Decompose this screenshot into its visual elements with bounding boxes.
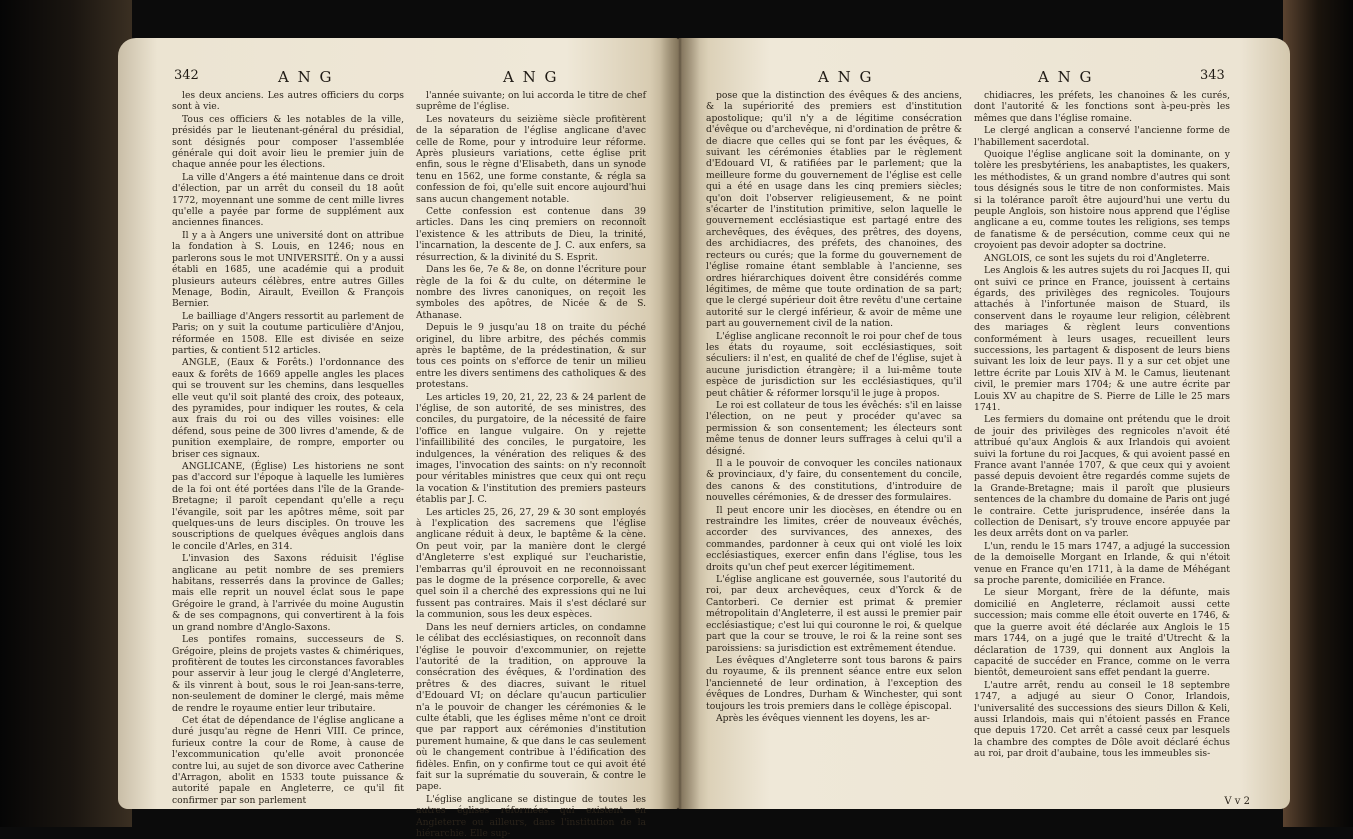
- paragraph: Dans les 6e, 7e & 8e, on donne l'écriture pour règle de la foi & du culte, on détermine le nombre des livres canoniques, on reçoit les symboles des apôtres, de Nicée & de S. Athanase.: [416, 264, 646, 321]
- paragraph: Les pontifes romains, successeurs de S. Grégoire, pleins de projets vastes & chimériques, profitèrent de toutes les circonstances favorables pour asservir à leur joug le clergé d'Angleterre, & ils vinrent à bout, sous le roi Jean-sans-terre, non-seulement de dominer le clergé, mais même de rendre le royaume entier leur tributaire.: [172, 634, 404, 714]
- paragraph: les deux anciens. Les autres officiers du corps sont à vie.: [172, 90, 404, 113]
- right-page: [678, 38, 1290, 809]
- paragraph: pose que la distinction des évêques & des anciens, & la supériorité des premiers est d'institution apostolique; qu'il n'y a de légitime consécration d'évêque ou d'archevêque, ni d'ordination de prêtre & de diacre que celles qui se font par les évêques, & suivant les cérémonies établies par le règlement d'Edouard VI, & ratifiées par le parlement; que la meilleure forme du gouvernement de l'église est celle qui a été en usage dans les cinq premiers siècles; qu'on doit l'observer religieusement, & ne point s'écarter de l'institution primitive, selon laquelle le gouvernement ecclésiastique est partagé entre des archevêques, des évêques, des prêtres, des doyens, des archidiacres, des préfets, des chanoines, des recteurs ou curés; que la forme du gouvernement de l'église romaine étant semblable à l'ancienne, ses ordres hiérarchiques doivent être considérés comme légitimes, de même que toute ordination de sa part; que le clergé supérieur doit être revêtu d'une certaine autorité sur le clergé inférieur, & avoir de même une part au gouvernement civil de la nation.: [706, 90, 962, 330]
- paragraph: Le bailliage d'Angers ressortit au parlement de Paris; on y suit la coutume particulière d'Anjou, réformée en 1508. Elle est divisée en seize parties, & contient 512 articles.: [172, 310, 404, 356]
- paragraph: La ville d'Angers a été maintenue dans ce droit d'élection, par un arrêt du conseil du 18 août 1772, moyennant une somme de cent mille livres qu'elle a payée par forme de supplément aux anciennes finances.: [172, 171, 404, 229]
- paragraph: chidiacres, les préfets, les chanoines & les curés, dont l'autorité & les fonctions sont à-peu-près les mêmes que dans l'église romaine.: [974, 90, 1230, 124]
- signature-mark: V v 2: [1224, 796, 1250, 807]
- paragraph: Il y a à Angers une université dont on attribue la fondation à S. Louis, en 1246; nous en parlerons sous le mot UNIVERSITÉ. On y a aussi établi en 1685, une académie qui a produit plusieurs auteurs célèbres, entre autres Gilles Menage, Bodin, Airault, Eveillon & François Bernier.: [172, 229, 404, 310]
- left-page: [118, 38, 678, 839]
- paragraph: Depuis le 9 jusqu'au 18 on traite du péché originel, du libre arbitre, des péchés commis après le baptême, de la prédestination, & sur tous ces points on s'efforce de tenir un milieu entre les divers sentimens des catholiques & des protestans.: [416, 322, 646, 391]
- paragraph: Cet état de dépendance de l'église anglicane a duré jusqu'au règne de Henri VIII. Ce prince, furieux contre la cour de Rome, à cause de l'excommunication qu'elle avoit prononcée contre lui, au sujet de son divorce avec Catherine d'Arragon, abolit en 1533 toute puissance & autorité papale en Angleterre, ce qu'il fit confirmer par son parlement: [172, 714, 404, 806]
- paragraph: Il a le pouvoir de convoquer les conciles nationaux & provinciaux, d'y faire, du consentement du concile, des canons & des constitutions, d'introduire de nouvelles cérémonies, & de dresser des formulaires.: [706, 458, 962, 504]
- paragraph: Les fermiers du domaine ont prétendu que le droit de jouir des privilèges des regnicoles n'avoit été attribué qu'aux Anglois & aux Irlandois qui avoient suivi la fortune du roi Jacques, & qui avoient passé en France avant l'année 1707, & que ceux qui y avoient passé depuis devoient être regardés comme sujets de la Grande-Bretagne; mais il paroît que plusieurs sentences de la chambre du domaine de Paris ont jugé le contraire. Cette jurisprudence, insérée dans la collection de Denisart, s'y trouve encore appuyée par les deux arrêts dont on va parler.: [974, 414, 1230, 540]
- paragraph: L'église anglicane reconnoît le roi pour chef de tous les états du royaume, soit ecclésiastiques, soit séculiers: il n'est, en qualité de chef de l'église, sujet à aucune jurisdiction étrangère; il a lui-même toute espèce de jurisdiction sur les ecclésiastiques, qu'il peut châtier & réformer lorsqu'il le juge à propos.: [706, 330, 962, 399]
- paragraph: Quoique l'église anglicane soit la dominante, on y tolère les presbytériens, les anabaptistes, les quakers, les méthodistes, & un grand nombre d'autres qui sont tous désignés sous le titre de non conformistes. Mais si la tolérance paroît être aujourd'hui une vertu du peuple Anglois, son histoire nous apprend que l'église anglicane a eu, comme toutes les religions, ses temps de fanatisme & de persécution, comme ceux qui ne croyoient pas devoir adopter sa doctrine.: [974, 149, 1230, 252]
- paragraph: L'église anglicane est gouvernée, sous l'autorité du roi, par deux archevêques, ceux d'Yorck & de Cantorberi. Ce dernier est primat & premier métropolitain d'Angleterre, il est aussi le premier pair ecclésiastique; c'est lui qui couronne le roi, & quelque part que la cour se trouve, le roi & la reine sont ses paroissiens: sa jurisdiction est extrêmement étendue.: [706, 574, 962, 654]
- running-header-right-a: A N G: [818, 68, 874, 86]
- book-gutter: [660, 38, 700, 809]
- paragraph: L'invasion des Saxons réduisit l'église anglicane au petit nombre de ses premiers habitans, resserrés dans la province de Galles; mais elle reprit un nouvel éclat sous le pape Grégoire le grand, à l'arrivée du moine Augustin & de ses compagnons, qui convertirent à la fois un grand nombre d'Anglo-Saxons.: [172, 553, 404, 633]
- paragraph: Il peut encore unir les diocèses, en étendre ou en restraindre les limites, créer de nouveaux évêchés, accorder des survivances, des annexes, des commandes, pardonner à ceux qui ont violé les loix ecclésiastiques, exercer enfin dans l'église, tous les droits qu'un chef peut exercer légitimement.: [706, 504, 962, 573]
- paragraph: Les Anglois & les autres sujets du roi Jacques II, qui ont suivi ce prince en France, jouissent à certains égards, des privilèges des regnicoles. Toujours attachés à l'infortunée maison de Stuard, ils conservent dans le royaume leur religion, célèbrent des mariages & règlent leurs conventions conformément à leurs usages, recueillent leurs successions, les partagent & disposent de leurs biens suivant les loix de leur pays. Il y a sur cet objet une lettre écrite par Louis XIV à M. le Camus, lieutenant civil, le premier mars 1704; & une autre écrite par Louis XV au chapitre de S. Pierre de Lille le 25 mars 1741.: [974, 265, 1230, 413]
- running-header-left-b: A N G: [503, 68, 559, 86]
- paragraph: ANGLOIS, ce sont les sujets du roi d'Angleterre.: [984, 252, 1210, 264]
- paragraph: Les évêques d'Angleterre sont tous barons & pairs du royaume, & ils prennent séance entre eux selon l'ancienneté de leur ordination, à l'exception des évêques de Londres, Durham & Winchester, qui sont toujours les trois premiers dans le collège épiscopal.: [706, 654, 962, 712]
- paragraph: L'autre arrêt, rendu au conseil le 18 septembre 1747, a adjugé au sieur O Conor, Irlandois, l'universalité des successions des sieurs Dillon & Keli, aussi Irlandois, mais qui n'étoient passés en France que depuis 1720. Cet arrêt a cassé ceux par lesquels la chambre des comptes de Dôle avoit déclaré échus au roi, par droit d'aubaine, tous les immeubles sis-: [974, 679, 1230, 760]
- paragraph: ANGLE, (Eaux & Forêts.) l'ordonnance des eaux & forêts de 1669 appelle angles les places qui se trouvent sur les chemins, dans lesquelles elle veut qu'il soit planté des croix, des poteaux, des pyramides, pour indiquer les routes, & cela aux frais du roi ou des villes voisines: elle défend, sous peine de 300 livres d'amende, & de punition exemplaire, de rompre, emporter ou briser ces signaux.: [172, 357, 404, 460]
- running-header-left-a: A N G: [278, 68, 334, 86]
- paragraph: l'année suivante; on lui accorda le titre de chef suprême de l'église.: [416, 90, 646, 113]
- paragraph: Les articles 19, 20, 21, 22, 23 & 24 parlent de l'église, de son autorité, de ses ministres, des conciles, du purgatoire, de la nécessité de faire l'office en langue vulgaire. On y rejette l'infaillibilité des conciles, le purgatoire, les indulgences, la vénération des reliques & des images, l'invocation des saints: on n'y reconnoît pour véritables ministres que ceux qui ont reçu la vocation & l'institution des premiers pasteurs établis par J. C.: [416, 391, 646, 506]
- text-column-right-a: [706, 90, 962, 799]
- book-edge-left: [0, 0, 132, 827]
- paragraph: Cette confession est contenue dans 39 articles. Dans les cinq premiers on reconnoît l'existence & les attributs de Dieu, la trinité, l'incarnation, la descente de J. C. aux enfers, sa résurrection, & la divinité du S. Esprit.: [416, 206, 646, 263]
- text-column-left-a: [172, 90, 404, 806]
- page-number-left: 342: [174, 68, 199, 83]
- paragraph: L'église anglicane se distingue de toutes les autres églises réformées qui existent en Angleterre ou ailleurs, dans l'institution de la hiérarchie. Elle sup-: [416, 793, 646, 839]
- paragraph: Les novateurs du seizième siècle profitèrent de la séparation de l'église anglicane d'avec celle de Rome, pour y introduire leur réforme. Après plusieurs variations, cette église prit enfin, sous le règne d'Elisabeth, dans un synode tenu en 1562, une forme constante, & régla sa confession de foi, qu'elle suit encore aujourd'hui sans aucun changement notable.: [416, 113, 646, 205]
- paragraph: Tous ces officiers & les notables de la ville, présidés par le lieutenant-général du présidial, sont désignés pour composer l'assemblée générale qui doit avoir lieu le premier juin de chaque année pour les élections.: [172, 113, 404, 171]
- paragraph: Le clergé anglican a conservé l'ancienne forme de l'habillement sacerdotal.: [974, 125, 1230, 148]
- page-number-right: 343: [1200, 68, 1225, 83]
- running-header-right-b: A N G: [1038, 68, 1094, 86]
- text-column-left-b: [416, 90, 646, 839]
- paragraph: Après les évêques viennent les doyens, les ar-: [716, 712, 930, 724]
- paragraph: Dans les neuf derniers articles, on condamne le célibat des ecclésiastiques, on reconnoît dans l'église le pouvoir d'excommunier, on rejette l'autorité de la tradition, on approuve la consécration des évêques, & l'ordination des prêtres & des diacres, suivant le rituel d'Edouard VI; on déclare qu'aucun particulier n'a le pouvoir de changer les cérémonies & le culte établi, que les églises même n'ont ce droit que par rapport aux cérémonies d'institution purement humaine, & que dans le cas seulement où le changement contribue à l'édification des fidèles. Enfin, on y confirme tout ce qui avoit été fait sur la suprématie du souverain, & contre le pape.: [416, 621, 646, 793]
- paragraph: Le sieur Morgant, frère de la défunte, mais domicilié en Angleterre, réclamoit aussi cette succession; mais comme elle étoit ouverte en 1746, & que la guerre avoit été déclarée aux Anglois le 15 mars 1744, on a jugé que le traité d'Utrecht & la déclaration de 1739, qui donnent aux Anglois la capacité de succéder en France, comme on le verra bientôt, demeuroient sans effet pendant la guerre.: [974, 587, 1230, 679]
- paragraph: Les articles 25, 26, 27, 29 & 30 sont employés à l'explication des sacremens que l'église anglicane réduit à deux, le baptême & la cène. On peut voir, par la manière dont le clergé d'Angleterre s'est expliqué sur l'eucharistie, l'embarras qu'il éprouvoit en ne reconnoissant pas le dogme de la présence corporelle, & avec quel soin il a cherché des expressions qui ne lui fussent pas contraires. Mais il s'est déclaré sur la communion, sous les deux espèces.: [416, 506, 646, 621]
- text-column-right-b: [974, 90, 1230, 799]
- paragraph: Le roi est collateur de tous les évêchés: s'il en laisse l'élection, on ne peut y procéder qu'avec sa permission & son consentement; les électeurs sont même tenus de donner leurs suffrages à celui qu'il a désigné.: [706, 399, 962, 457]
- paragraph: ANGLICANE, (Église) Les historiens ne sont pas d'accord sur l'époque à laquelle les lumières de la foi ont été portées dans l'île de la Grande-Bretagne; il paroît cependant qu'elle a reçu l'évangile, soit par les apôtres même, soit par quelques-uns de leurs disciples. On trouve les souscriptions de quelques évêques anglois dans le concile d'Arles, en 314.: [172, 461, 404, 552]
- book-edge-right: [1283, 0, 1353, 827]
- paragraph: L'un, rendu le 15 mars 1747, a adjugé la succession de la demoiselle Morgant en Irlande, & qui n'étoit venue en France qu'en 1711, à la dame de Méhégant sa proche parente, domiciliée en France.: [974, 540, 1230, 587]
